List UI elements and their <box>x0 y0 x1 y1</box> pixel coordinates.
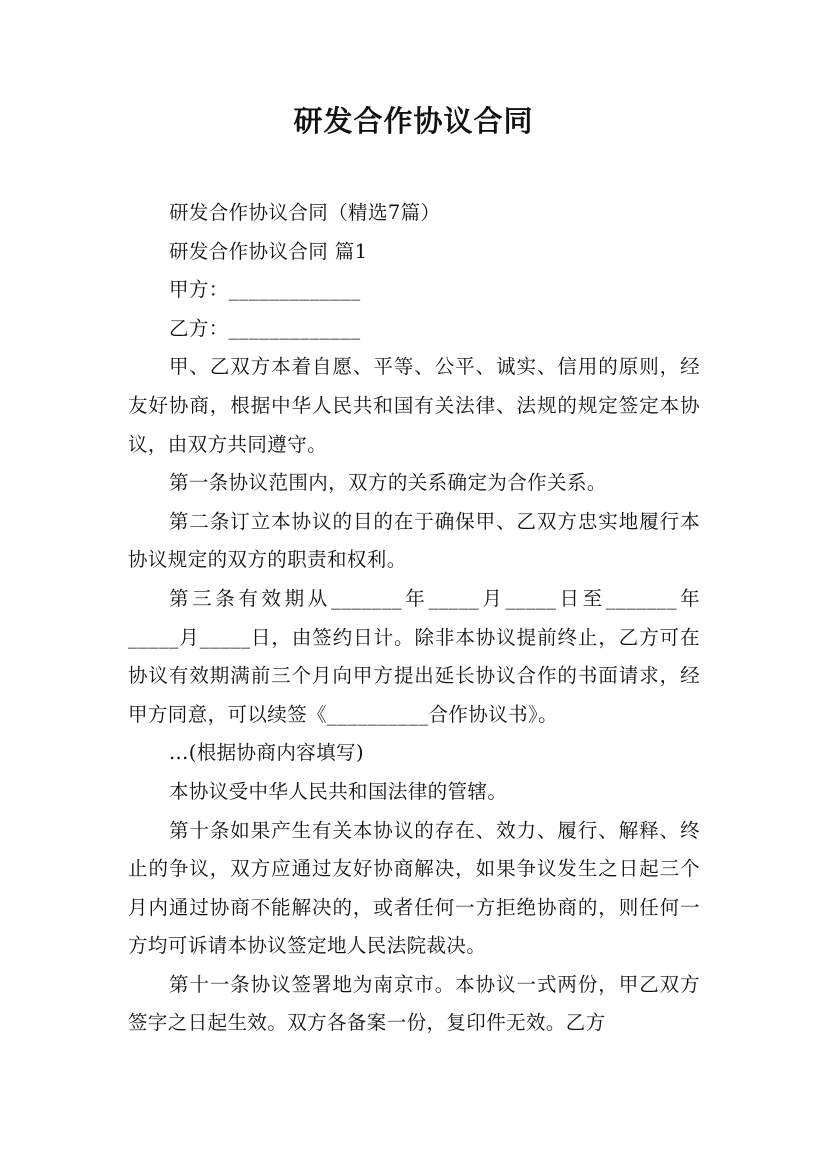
paragraph-party-b: 乙方：_____________ <box>168 316 361 340</box>
paragraph-preamble: 甲、乙双方本着自愿、平等、公平、诚实、信用的原则，经友好协商，根据中华人民共和国有关法律、法规的规定签定本协议，由双方共同遵守。 <box>128 355 700 456</box>
paragraph-article-11: 第十一条协议签署地为南京市。本协议一式两份，甲乙双方签字之日起生效。双方各备案一份，复印件无效。乙方 <box>128 972 700 1035</box>
paragraph-governing-law: 本协议受中华人民共和国法律的管辖。 <box>168 779 508 803</box>
paragraph-section-heading: 研发合作协议合同 篇1 <box>168 239 368 263</box>
document-title: 研发合作协议合同 <box>293 104 534 138</box>
paragraph-article-10: 第十条如果产生有关本协议的存在、效力、履行、解释、终止的争议，双方应通过友好协商解决，如果争议发生之日起三个月内通过协商不能解决的，或者任何一方拒绝协商的，则任何一方均可诉请本协议签定地人民法院裁决。 <box>128 818 700 958</box>
paragraph-party-a: 甲方：_____________ <box>168 278 361 302</box>
paragraph-article-3: 第三条有效期从_______年_____月_____日至_______年_____月_____日，由签约日计。除非本协议提前终止，乙方可在协议有效期满前三个月向甲方提出延长协议合作的书面请求，经甲方同意，可以续签《__________合作协议书》。 <box>128 586 700 726</box>
document-body <box>128 194 700 1043</box>
paragraph-ellipsis-note: ...(根据协商内容填写) <box>168 741 364 765</box>
paragraph-article-2: 第二条订立本协议的目的在于确保甲、乙双方忠实地履行本协议规定的双方的职责和权利。 <box>128 509 700 572</box>
paragraph-article-1: 第一条协议范围内，双方的关系确定为合作关系。 <box>168 471 607 495</box>
paragraph-subtitle: 研发合作协议合同（精选7篇） <box>168 201 441 224</box>
